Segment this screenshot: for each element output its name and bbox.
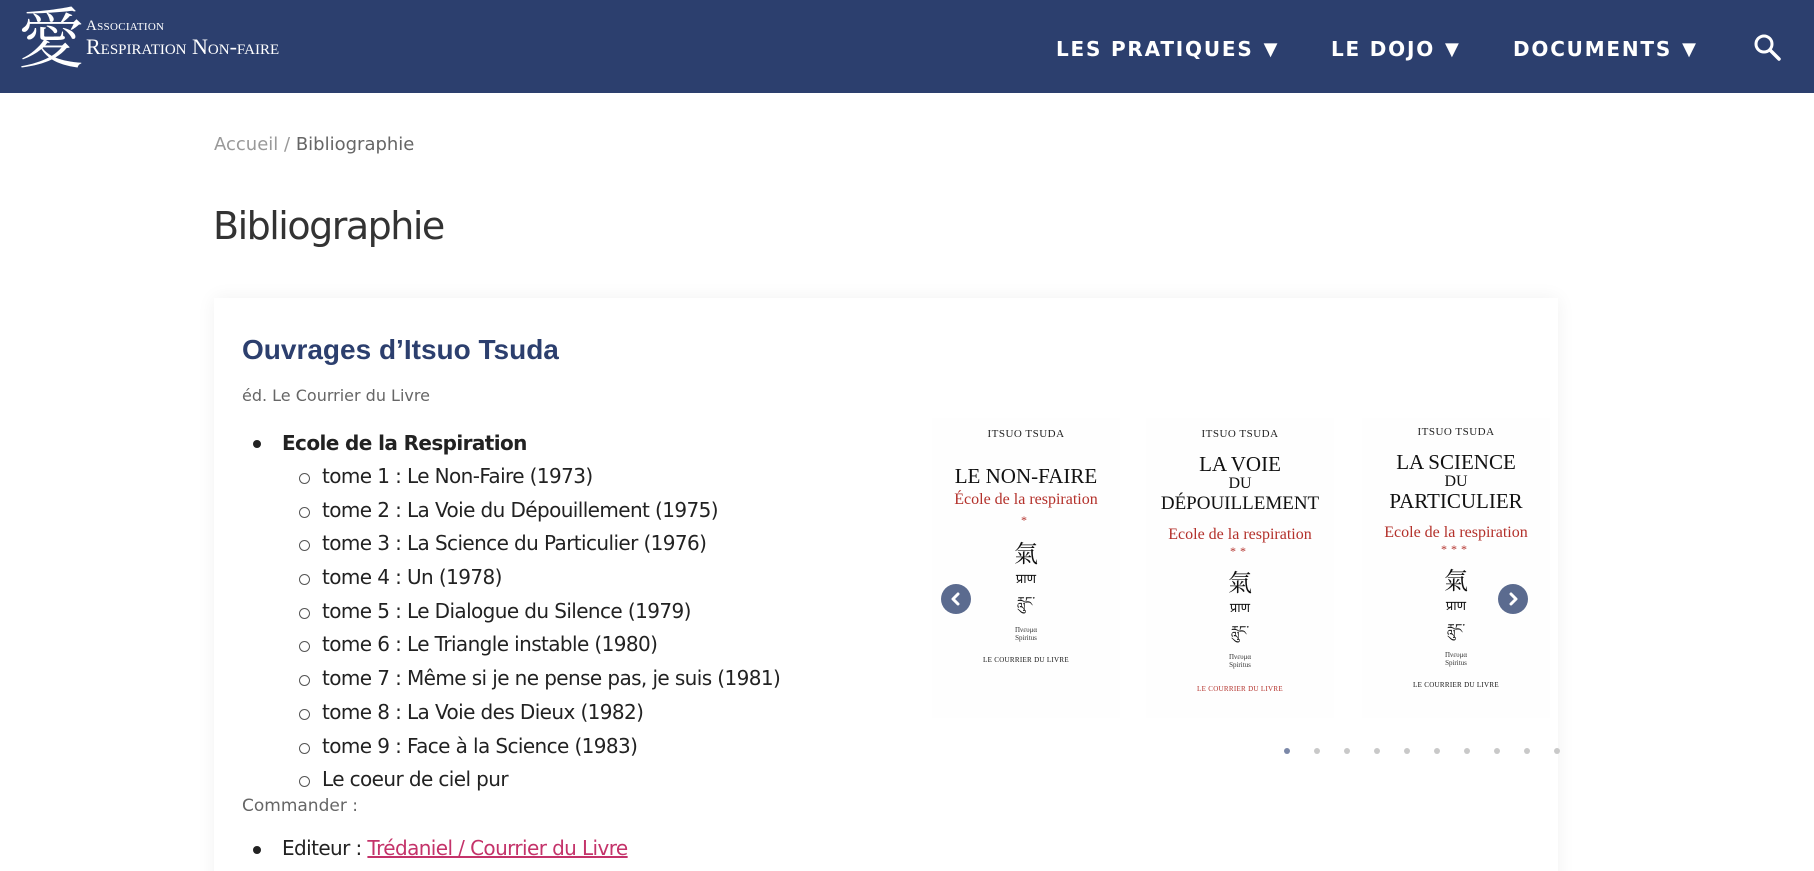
list-item: tome 5 : Le Dialogue du Silence (1979): [322, 595, 780, 629]
carousel-dot[interactable]: [1464, 748, 1470, 754]
book-author: ITSUO TSUDA: [987, 428, 1065, 440]
site-header: [0, 0, 1814, 93]
book-greek: Πνευμα: [1014, 626, 1038, 634]
book-sanskrit: प्राण: [1445, 598, 1467, 613]
book-list: [282, 426, 780, 797]
book-tibetan: རླུང་: [1230, 623, 1250, 638]
book-title-line-3: PARTICULIER: [1389, 489, 1523, 513]
order-label: Commander :: [242, 796, 358, 816]
site-logo[interactable]: [18, 1, 338, 84]
chevron-left-icon: [949, 592, 963, 606]
book-publisher: LE COURRIER DU LIVRE: [1197, 685, 1283, 693]
carousel-dot[interactable]: [1374, 748, 1380, 754]
book-stars: ***: [1441, 542, 1471, 556]
list-item: tome 2 : La Voie du Dépouillement (1975): [322, 494, 780, 528]
book-cover-3[interactable]: [1362, 418, 1550, 718]
carousel-dot[interactable]: [1554, 748, 1560, 754]
editor-label: Editeur :: [282, 836, 362, 860]
carousel-dot[interactable]: [1284, 748, 1290, 754]
nav-les-pratiques[interactable]: [1056, 34, 1277, 64]
list-item: tome 8 : La Voie des Dieux (1982): [322, 696, 780, 730]
book-stars: *: [1021, 513, 1031, 527]
search-icon[interactable]: [1752, 32, 1782, 62]
nav-label: LE DOJO: [1331, 37, 1436, 61]
tome-list: [322, 460, 780, 797]
list-item: tome 4 : Un (1978): [322, 561, 780, 595]
book-title-line-2: DU: [1228, 475, 1252, 492]
bibliography-card: [214, 298, 1558, 871]
book-kanji: 氣: [1228, 569, 1252, 597]
book-title-line-1: LA VOIE: [1199, 452, 1281, 476]
book-cover-2[interactable]: [1146, 418, 1334, 718]
list-item: tome 7 : Même si je ne pense pas, je suis (1981): [322, 662, 780, 696]
book-series: École de la respiration: [954, 491, 1098, 508]
book-author: ITSUO TSUDA: [1201, 428, 1279, 440]
caret-down-icon: ▼: [1445, 38, 1459, 60]
carousel-next-button[interactable]: [1498, 584, 1528, 614]
book-latin: Spiritus: [1229, 661, 1251, 669]
book-author: ITSUO TSUDA: [1417, 426, 1495, 438]
breadcrumb-separator: /: [284, 134, 291, 155]
list-item: tome 1 : Le Non-Faire (1973): [322, 460, 780, 494]
caret-down-icon: ▼: [1263, 38, 1278, 60]
book-cover-1[interactable]: [932, 418, 1120, 718]
book-greek: Πνευμα: [1444, 651, 1468, 659]
book-latin: Spiritus: [1445, 659, 1467, 667]
book-title: LE NON-FAIRE: [954, 464, 1098, 488]
book-title-line-3: DÉPOUILLEMENT: [1160, 493, 1320, 514]
nav-documents[interactable]: [1513, 34, 1696, 64]
book-series: Ecole de la respiration: [1168, 526, 1312, 543]
list-item: tome 3 : La Science du Particulier (1976): [322, 527, 780, 561]
breadcrumb-home-link[interactable]: Accueil: [214, 134, 279, 155]
book-title-line-2: DU: [1444, 473, 1468, 490]
breadcrumb-current: Bibliographie: [295, 134, 415, 155]
book-greek: Πνευμα: [1228, 653, 1252, 661]
carousel-dot[interactable]: [1314, 748, 1320, 754]
carousel-dot[interactable]: [1344, 748, 1350, 754]
book-series: Ecole de la respiration: [1384, 524, 1528, 541]
carousel-dot[interactable]: [1524, 748, 1530, 754]
section-title: Ouvrages d’Itsuo Tsuda: [242, 334, 559, 365]
list-item: tome 6 : Le Triangle instable (1980): [322, 628, 780, 662]
book-stars: **: [1230, 544, 1250, 558]
caret-down-icon: ▼: [1682, 38, 1696, 60]
chevron-right-icon: [1506, 592, 1520, 606]
logo-association-label: Association: [86, 18, 165, 34]
carousel-prev-button[interactable]: [941, 584, 971, 614]
book-latin: Spiritus: [1015, 634, 1037, 642]
book-tibetan: རླུང་: [1016, 594, 1036, 609]
carousel-pagination: [1284, 748, 1560, 754]
book-title-line-1: LA SCIENCE: [1396, 450, 1516, 474]
book-sanskrit: प्राण: [1015, 571, 1037, 586]
editor-link[interactable]: Trédaniel / Courrier du Livre: [367, 836, 628, 860]
edition-note: éd. Le Courrier du Livre: [242, 386, 430, 405]
logo-kanji: 愛: [18, 1, 84, 78]
book-kanji: 氣: [1444, 567, 1468, 595]
nav-le-dojo[interactable]: [1331, 34, 1459, 64]
book-sanskrit: प्राण: [1229, 600, 1251, 615]
page-title: Bibliographie: [213, 204, 444, 248]
editor-item: [282, 836, 628, 860]
carousel-dot[interactable]: [1404, 748, 1410, 754]
nav-label: DOCUMENTS: [1513, 37, 1673, 61]
carousel-dot[interactable]: [1494, 748, 1500, 754]
book-kanji: 氣: [1014, 540, 1038, 568]
list-item: tome 9 : Face à la Science (1983): [322, 730, 780, 764]
logo-site-name: Respiration Non-faire: [86, 34, 280, 59]
book-tibetan: རླུང་: [1446, 621, 1466, 636]
book-publisher: LE COURRIER DU LIVRE: [1413, 681, 1499, 689]
book-carousel: [914, 418, 1534, 778]
list-item: Le coeur de ciel pur: [322, 763, 780, 797]
book-publisher: LE COURRIER DU LIVRE: [983, 656, 1069, 664]
carousel-dot[interactable]: [1434, 748, 1440, 754]
series-title: Ecole de la Respiration: [282, 426, 780, 460]
nav-label: LES PRATIQUES: [1056, 37, 1254, 61]
breadcrumb: [214, 134, 414, 155]
